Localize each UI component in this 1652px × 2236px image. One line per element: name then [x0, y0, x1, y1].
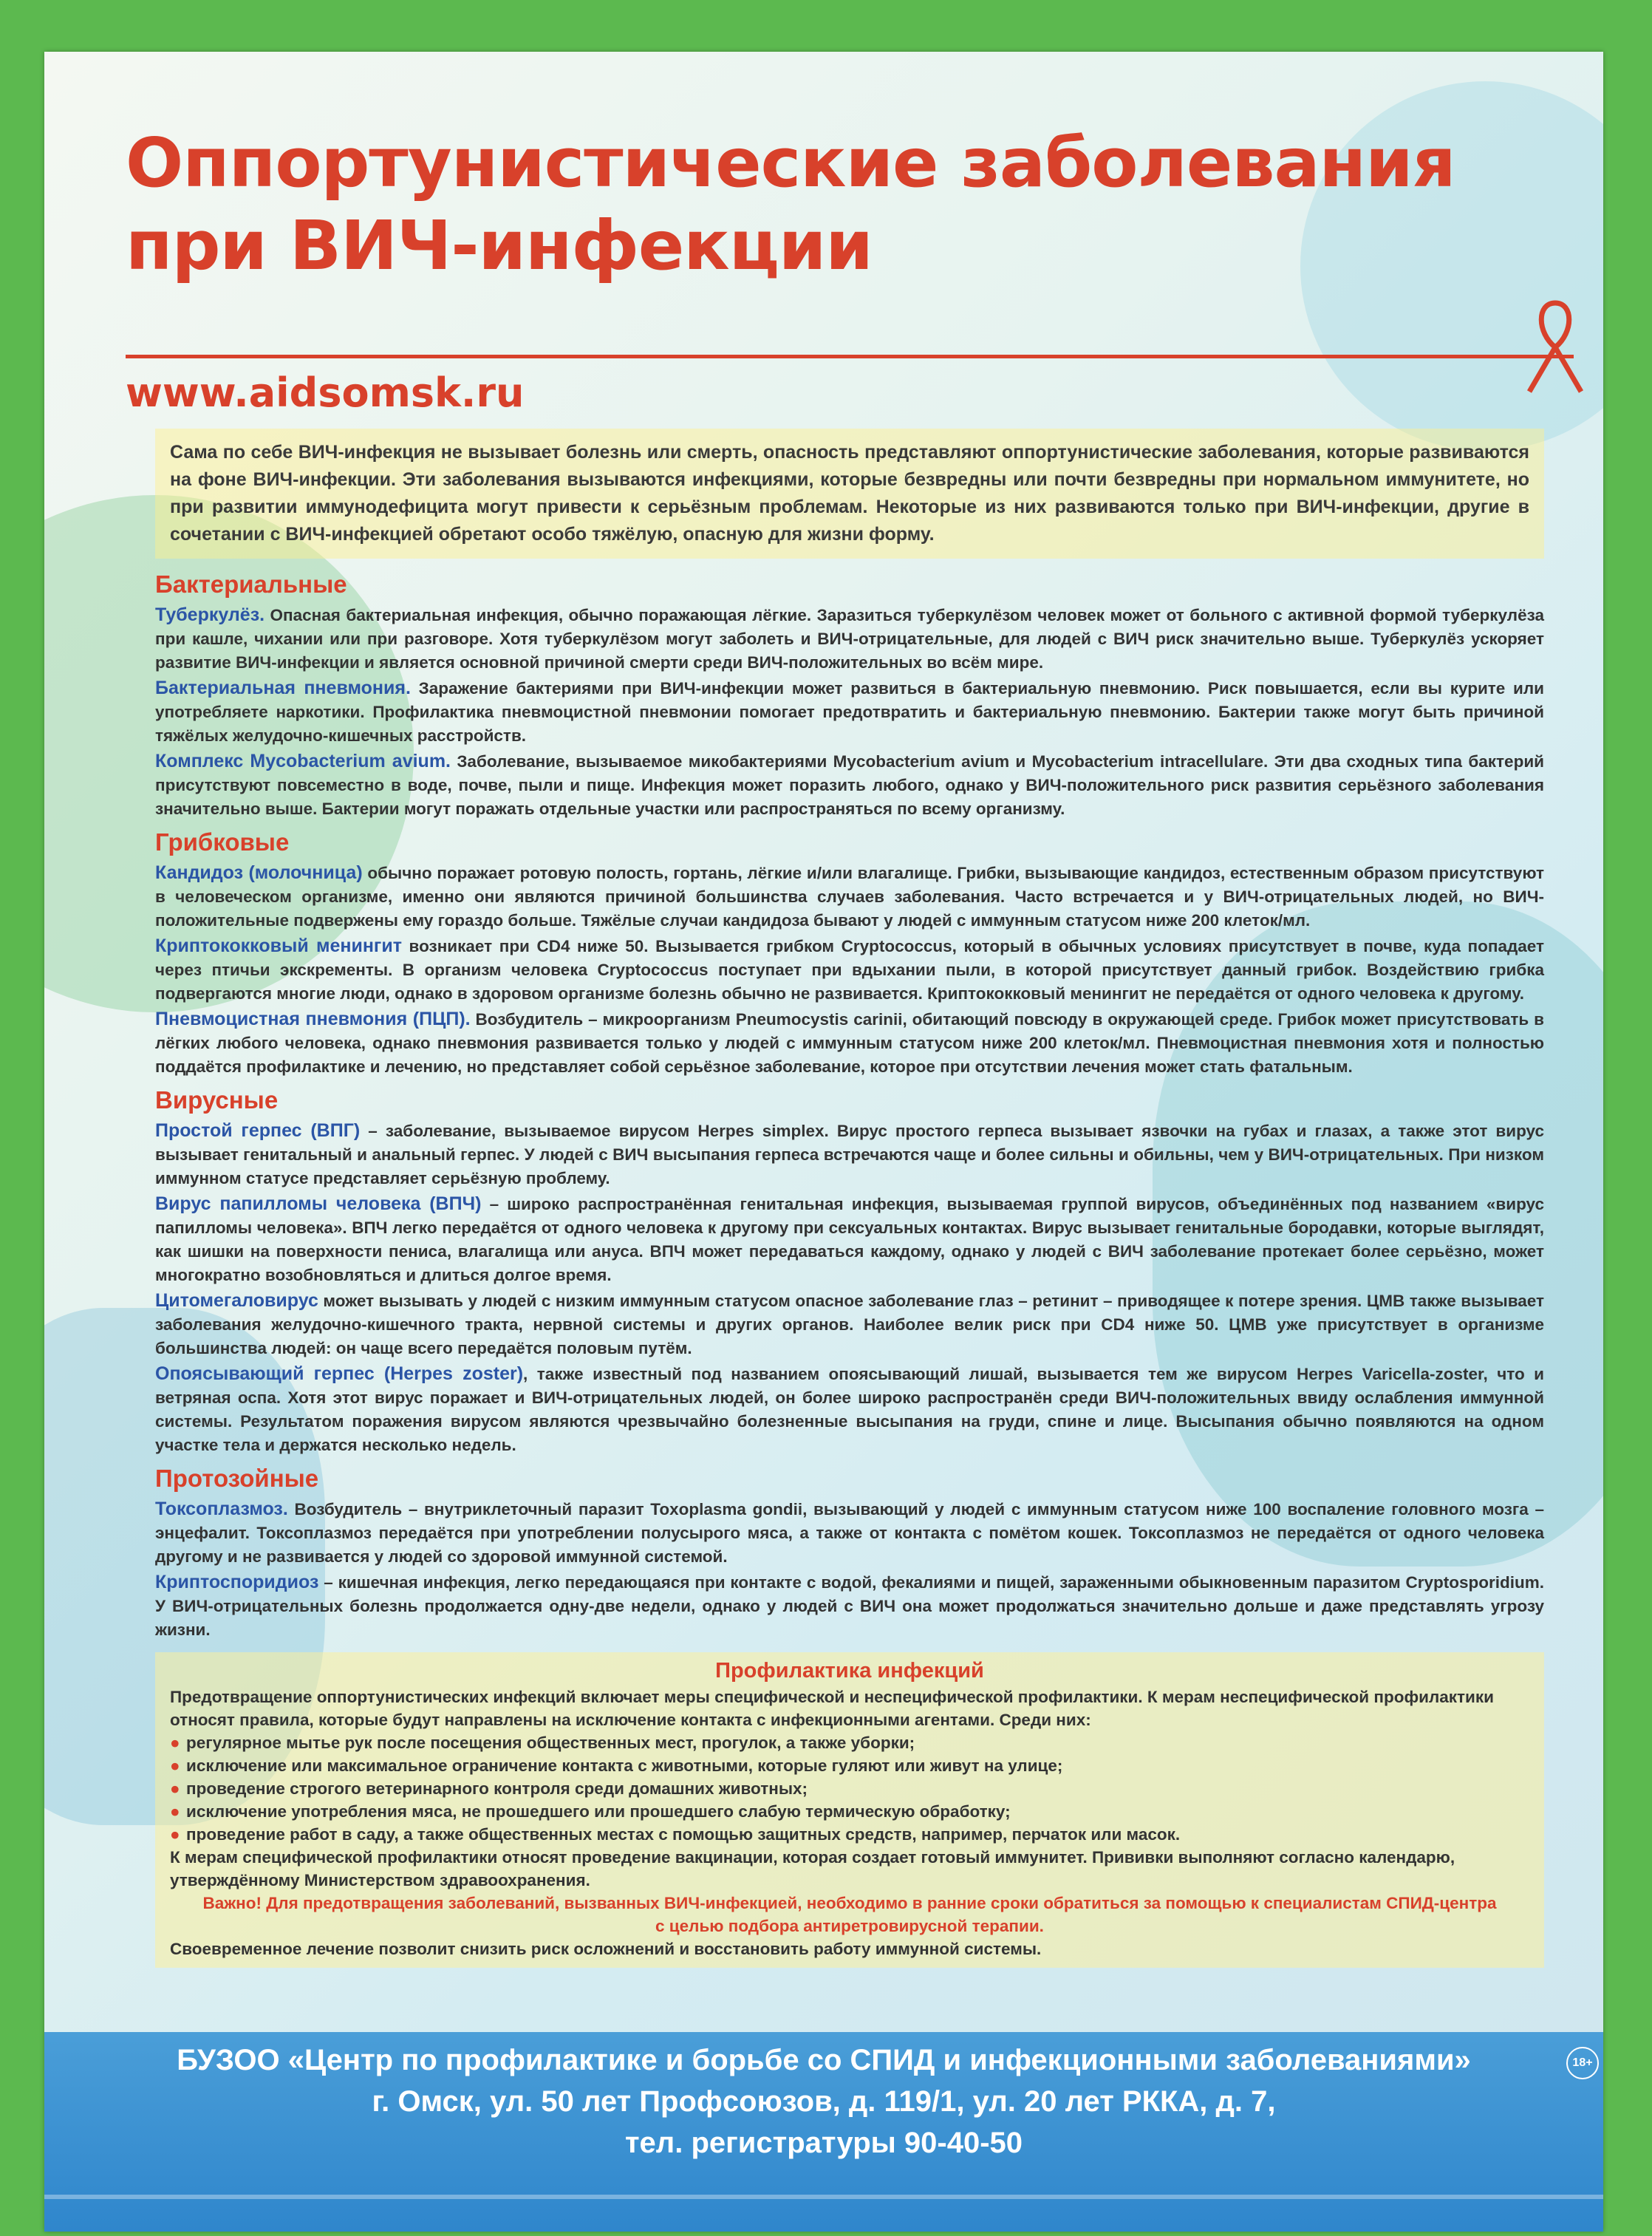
- disease-description: может вызывать у людей с низким иммунным статусом опасное заболевание глаз – ретинит – приводящее к потере зрения. ЦМВ также вызывает заболевания желудочно-кишечного тракта, нервной системы и других органов. Наиболее велик риск при CD4 ниже 50. ЦМВ уже присутствует в организме большинства людей: он чаще всего передаётся половым путём.: [155, 1292, 1544, 1357]
- section-title: Вирусные: [155, 1086, 279, 1114]
- disease-entry: [155, 1119, 1544, 1190]
- sections: [155, 569, 1544, 1642]
- disease-entry: [155, 861, 1544, 933]
- disease-entry: [155, 749, 1544, 821]
- disease-term: Вирус папилломы человека (ВПЧ): [155, 1193, 482, 1214]
- disease-entry: [155, 1192, 1544, 1287]
- footer-org: БУЗОО «Центр по профилактике и борьбе со СПИД и инфекционными заболеваниями»: [177, 2044, 1471, 2076]
- list-item: ● исключение употребления мяса, не прошедшего или прошедшего слабую термическую обработку;: [170, 1800, 1529, 1823]
- prevention-intro: Предотвращение оппортунистических инфекций включает меры специфической и неспецифической профилактики. К мерам неспецифической профилактики относят правила, которые будут направлены на исключение контакта с инфекционными агентами. Среди них:: [170, 1688, 1494, 1729]
- list-item: ● проведение работ в саду, а также общественных местах с помощью защитных средств, например, перчаток или масок.: [170, 1823, 1529, 1846]
- disease-entry: [155, 1007, 1544, 1079]
- disease-description: – кишечная инфекция, легко передающаяся при контакте с водой, фекалиями и пищей, зараженными обыкновенным паразитом Cryptosporidium. У ВИЧ-отрицательных болезнь продолжается одну-две недели, однако у людей с ВИЧ она может продолжаться значительно дольше и даже представлять угрозу жизни.: [155, 1573, 1544, 1639]
- prevention-list: [170, 1731, 1529, 1846]
- prevention-specific: К мерам специфической профилактики относят проведение вакцинации, которая создает готовый иммунитет. Прививки выполняют согласно календарю, утверждённому Министерством здравоохранения.: [170, 1848, 1455, 1889]
- disease-entry: [155, 603, 1544, 675]
- disease-term: Цитомегаловирус: [155, 1290, 318, 1311]
- disease-term: Опоясывающий герпес (Herpes zoster): [155, 1363, 524, 1384]
- page-title: [126, 122, 1455, 287]
- disease-term: Комплекс Mycobacterium avium.: [155, 751, 451, 771]
- disease-description: возникает при CD4 ниже 50. Вызывается грибком Cryptococcus, который в обычных условиях присутствует в почве, куда попадает через птичьи экскременты. В организм человека Cryptococcus поступает при вдыхании пыли, в которой присутствует данный грибок. Воздействию грибка подвергаются многие люди, однако в здоровом организме болезнь обычно не развивается. Криптококковый менингит не передаётся от одного человека к другому.: [155, 937, 1544, 1003]
- footer-phone: тел. регистратуры 90-40-50: [624, 2127, 1023, 2159]
- disease-description: Заболевание, вызываемое микобактериями Mycobacterium avium и Mycobacterium intracellulare. Эти два сходных типа бактерий присутствуют повсеместно в воде, почве, пыли и пище. Инфекция может поразить любого, однако у ВИЧ-положительного риск развития серьёзного заболевания значительно выше. Бактерии могут поражать отдельные участки или распространяться по всему организму.: [155, 752, 1544, 818]
- disease-entry: [155, 1570, 1544, 1642]
- disease-description: – заболевание, вызываемое вирусом Herpes simplex. Вирус простого герпеса вызывает язвочки на губах и глазах, а также этот вирус вызывает генитальный и анальный герпес. У людей с ВИЧ высыпания герпеса встречаются чаще и более сильны и обильны, чем у ВИЧ-отрицательных. При низком иммунном статусе представляет серьёзную проблему.: [155, 1122, 1544, 1187]
- title-underline: [126, 355, 1574, 358]
- title-line-2: при ВИЧ-инфекции: [126, 206, 873, 285]
- disease-entry: [155, 1289, 1544, 1360]
- list-item: ● регулярное мытье рук после посещения общественных мест, прогулок, а также уборки;: [170, 1731, 1529, 1754]
- disease-entry: [155, 934, 1544, 1006]
- intro-text: Сама по себе ВИЧ-инфекция не вызывает болезнь или смерть, опасность представляют оппортунистические заболевания, которые развиваются на фоне ВИЧ-инфекции. Эти заболевания вызываются инфекциями, которые безвредны или почти безвредны при нормальном иммунитете, но при развитии иммунодефицита могут привести к серьёзным проблемам. Некоторые из них развиваются только при ВИЧ-инфекции, другие в сочетании с ВИЧ-инфекцией обретают особо тяжёлую, опасную для жизни форму.: [155, 429, 1544, 559]
- age-badge: 18+: [1566, 2047, 1599, 2079]
- website-link[interactable]: www.aidsomsk.ru: [126, 369, 525, 416]
- disease-term: Пневмоцистная пневмония (ПЦП).: [155, 1009, 471, 1029]
- disease-term: Простой герпес (ВПГ): [155, 1120, 361, 1141]
- red-ribbon-icon: [1515, 288, 1596, 399]
- disease-description: Возбудитель – микроорганизм Pneumocystis carinii, обитающий повсюду в окружающей среде. Грибок может присутствовать в лёгких любого человека, однако пневмония развивается только у людей с иммунным статусом ниже 200 клеток/мл. Пневмоцистная пневмония хотя и полностью поддаётся профилактике и лечению, но представляет собой серьёзное заболевание, которое при отсутствии лечения может стать фатальным.: [155, 1010, 1544, 1076]
- list-item: ● исключение или максимальное ограничение контакта с животными, которые гуляют или живут на улице;: [170, 1754, 1529, 1777]
- disease-term: Кандидоз (молочница): [155, 862, 363, 883]
- disease-description: , также известный под названием опоясывающий лишай, вызывается тем же вирусом Herpes Varicella-zoster, что и ветряная оспа. Хотя этот вирус поражает и ВИЧ-отрицательных людей, он более широко распространён среди ВИЧ-положительных ввиду ослабления иммунной системы. Результатом поражения вирусом являются чрезвычайно болезненные высыпания на груди, спине и лице. Высыпания обычно появляются на одном участке тела и держатся несколько недель.: [155, 1365, 1544, 1454]
- footer: [44, 2039, 1603, 2164]
- section-title: Грибковые: [155, 828, 290, 856]
- title-line-1: Оппортунистические заболевания: [126, 123, 1455, 202]
- disease-entry: [155, 676, 1544, 748]
- disease-term: Криптококковый менингит: [155, 935, 402, 956]
- disease-description: Возбудитель – внутриклеточный паразит Toxoplasma gondii, вызывающий у людей с иммунным статусом ниже 100 воспаление головного мозга – энцефалит. Токсоплазмоз передаётся при употреблении полусырого мяса, а также от контакта с помётом кошек. Токсоплазмоз не передаётся от одного человека другому и не развивается у людей со здоровой иммунной системой.: [155, 1500, 1544, 1566]
- disease-description: Заражение бактериями при ВИЧ-инфекции может развиться в бактериальную пневмонию. Риск повышается, если вы курите или употребляете наркотики. Профилактика пневмоцистной пневмонии помогает предотвратить и бактериальную пневмонию. Бактерии также могут быть причиной тяжёлых желудочно-кишечных расстройств.: [155, 679, 1544, 745]
- prevention-box: [155, 1652, 1544, 1968]
- main-content: [155, 429, 1544, 1968]
- disease-term: Туберкулёз.: [155, 604, 265, 625]
- poster: [44, 52, 1603, 2232]
- list-item: ● проведение строгого ветеринарного контроля среди домашних животных;: [170, 1777, 1529, 1800]
- prevention-warning: Важно! Для предотвращения заболеваний, вызванных ВИЧ-инфекцией, необходимо в ранние сроки обратиться за помощью к специалистам СПИД-центра с целью подбора антиретровирусной терапии.: [202, 1894, 1497, 1935]
- section-title: Бактериальные: [155, 570, 347, 598]
- footer-address: г. Омск, ул. 50 лет Профсоюзов, д. 119/1, ул. 20 лет РККА, д. 7,: [372, 2085, 1276, 2118]
- disease-term: Токсоплазмоз.: [155, 1499, 288, 1519]
- prevention-closing: Своевременное лечение позволит снизить риск осложнений и восстановить работу иммунной системы.: [170, 1940, 1042, 1958]
- disease-term: Бактериальная пневмония.: [155, 678, 411, 698]
- disease-entry: [155, 1362, 1544, 1457]
- disease-description: Опасная бактериальная инфекция, обычно поражающая лёгкие. Заразиться туберкулёзом человек может от больного с активной формой туберкулёза при кашле, чихании или при разговоре. Хотя туберкулёзом могут заболеть и ВИЧ-отрицательные, для людей с ВИЧ риск значительно выше. Туберкулёз ускоряет развитие ВИЧ-инфекции и является основной причиной смерти среди ВИЧ-положительных во всём мире.: [155, 606, 1544, 672]
- disease-entry: [155, 1497, 1544, 1569]
- disease-term: Криптоспоридиоз: [155, 1572, 319, 1592]
- section-title: Протозойные: [155, 1465, 319, 1492]
- disease-description: обычно поражает ротовую полость, гортань, лёгкие и/или влагалище. Грибки, вызывающие кандидоз, естественным образом присутствуют в человеческом организме, именно они являются причиной большинства случаев заболевания. Часто встречается и у ВИЧ-отрицательных людей, но ВИЧ-положительные подвержены ему гораздо больше. Тяжёлые случаи кандидоза бывают у людей с иммунным статусом ниже 200 клеток/мл.: [155, 864, 1544, 930]
- disease-description: – широко распространённая генитальная инфекция, вызываемая группой вирусов, объединённых под названием «вирус папилломы человека». ВПЧ легко передаётся от одного человека к другому при сексуальных контактах. Вирус вызывает генитальные бородавки, которые выглядят, как шишки на поверхности пениса, влагалища или ануса. ВПЧ может передаваться каждому, однако у людей с ВИЧ заболевание протекает более серьёзно, может многократно возобновляться и длиться долгое время.: [155, 1195, 1544, 1284]
- fineprint-strip: [44, 2195, 1603, 2199]
- prevention-title: Профилактика инфекций: [715, 1659, 984, 1683]
